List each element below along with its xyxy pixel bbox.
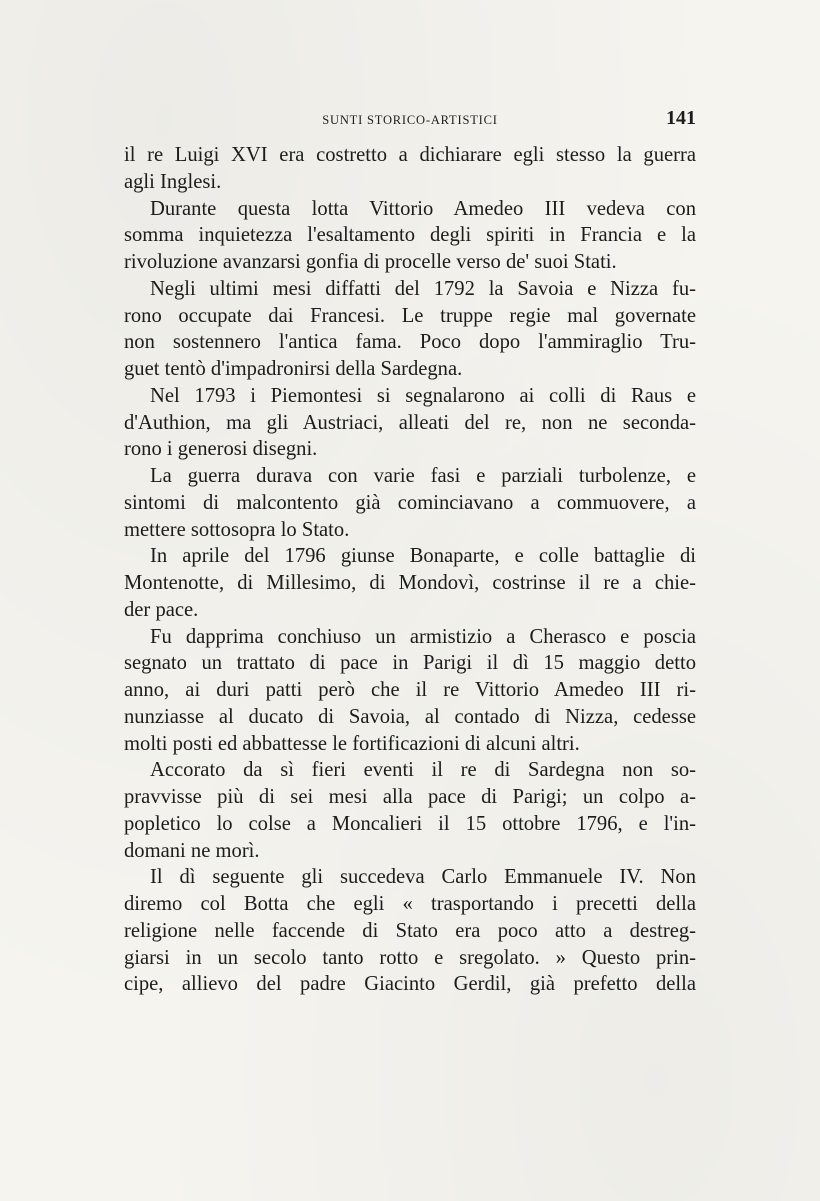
text-line: agli Inglesi. <box>124 170 222 193</box>
text-line: segnato un trattato di pace in Parigi il dì 15 maggio detto <box>124 652 696 675</box>
text-line: sintomi di malcontento già cominciavano a commuovere, a <box>124 491 696 514</box>
body-text <box>124 142 696 998</box>
text-line: In aprile del 1796 giunse Bonaparte, e colle battaglie di <box>150 545 696 568</box>
text-line: rono occupate dai Francesi. Le truppe regie mal governate <box>124 304 696 327</box>
text-line: giarsi in un secolo tanto rotto e sregolato. » Questo prin- <box>124 946 696 969</box>
text-line: il re Luigi XVI era costretto a dichiarare egli stesso la guerra <box>124 144 696 166</box>
text-line: somma inquietezza l'esaltamento degli spiriti in Francia e la <box>124 224 696 247</box>
text-line: cipe, allievo del padre Giacinto Gerdil, già prefetto della <box>124 973 696 996</box>
text-line: non sostennero l'antica fama. Poco dopo l'ammiraglio Tru- <box>124 331 696 354</box>
text-line: rivoluzione avanzarsi gonfia di procelle verso de' suoi Stati. <box>124 251 617 273</box>
text-line: der pace. <box>124 598 199 621</box>
text-line: Negli ultimi mesi diffatti del 1792 la Savoia e Nizza fu- <box>150 277 696 300</box>
text-line: nunziasse al ducato di Savoia, al contado di Nizza, cedesse <box>124 705 696 728</box>
running-head <box>124 107 696 137</box>
text-line: Il dì seguente gli succedeva Carlo Emmanuele IV. Non <box>150 866 696 889</box>
text-line: religione nelle faccende di Stato era poco atto a destreg- <box>124 919 696 942</box>
text-line: mettere sottosopra lo Stato. <box>124 518 350 541</box>
text-line: Fu dapprima conchiuso un armistizio a Cherasco e poscia <box>150 625 696 648</box>
text-line: popletico lo colse a Moncalieri il 15 ottobre 1796, e l'in- <box>124 812 696 835</box>
text-line: d'Authion, ma gli Austriaci, alleati del re, non ne seconda- <box>124 411 696 434</box>
text-line: pravvisse più di sei mesi alla pace di Parigi; un colpo a- <box>124 786 696 808</box>
page-number: 141 <box>666 107 696 129</box>
text-line: anno, ai duri patti però che il re Vittorio Amedeo III ri- <box>124 679 696 701</box>
text-line: Nel 1793 i Piemontesi si segnalarono ai colli di Raus e <box>150 384 696 407</box>
text-line: La guerra durava con varie fasi e parziali turbolenze, e <box>150 465 696 487</box>
text-line: domani ne morì. <box>124 839 260 862</box>
text-line: Montenotte, di Millesimo, di Mondovì, costrinse il re a chie- <box>124 572 696 594</box>
text-line: rono i generosi disegni. <box>124 438 318 461</box>
text-line: guet tentò d'impadronirsi della Sardegna. <box>124 358 463 380</box>
running-title: SUNTI STORICO-ARTISTICI <box>322 113 498 127</box>
text-line: diremo col Botta che egli « trasportando i precetti della <box>124 893 696 915</box>
text-line: Accorato da sì fieri eventi il re di Sardegna non so- <box>150 759 696 782</box>
text-line: molti posti ed abbattesse le fortificazioni di alcuni altri. <box>124 732 580 755</box>
text-line: Durante questa lotta Vittorio Amedeo III vedeva con <box>150 197 696 220</box>
